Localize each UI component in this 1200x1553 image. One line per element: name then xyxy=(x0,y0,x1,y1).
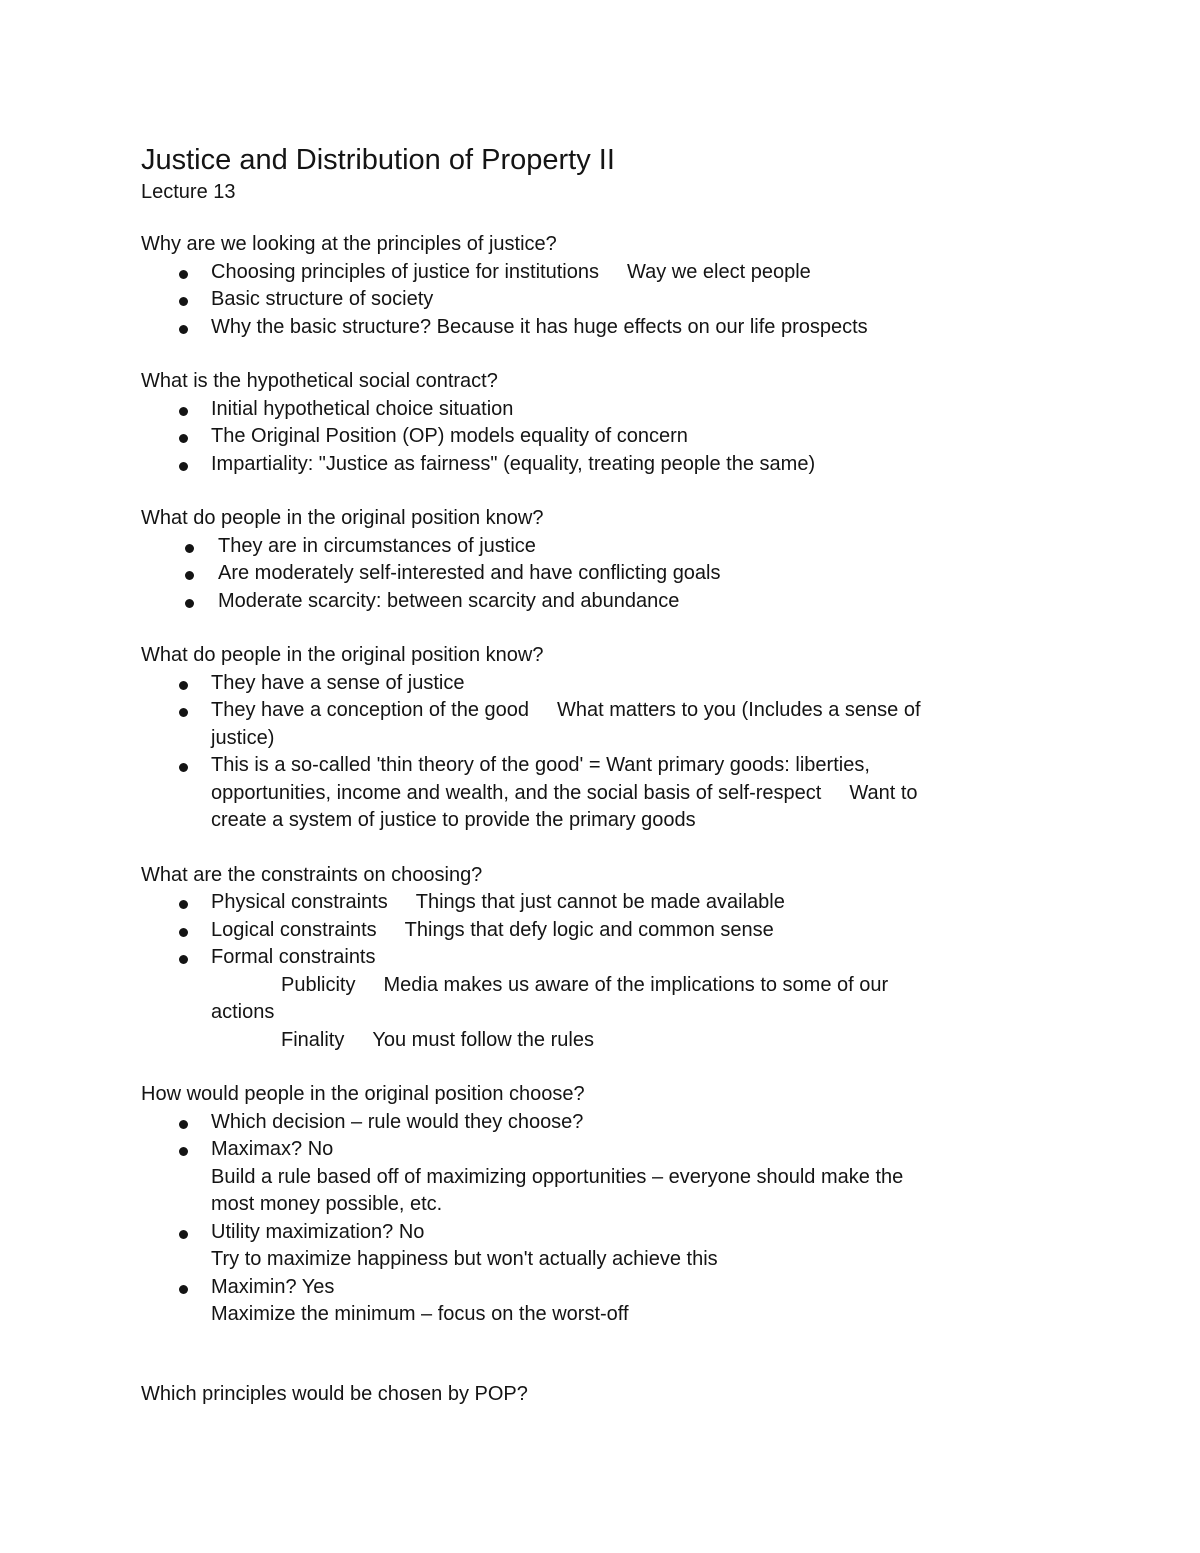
list-item: Initial hypothetical choice situation xyxy=(141,396,1081,424)
list-item: This is a so-called 'thin theory of the good' = Want primary goods: liberties, opportunities, income and wealth, and the social basis of self-respect Want to create a system of justice to provide the primary goods xyxy=(141,752,1081,835)
document-page xyxy=(141,140,1081,1408)
bullet-list xyxy=(141,1109,1081,1329)
bullet-icon xyxy=(179,763,188,772)
bullet-icon xyxy=(185,599,194,608)
page-subtitle: Lecture 13 xyxy=(141,181,236,203)
section-original-position-know-1 xyxy=(141,505,1081,615)
page-title: Justice and Distribution of Property II xyxy=(141,144,615,176)
section-principles-pop xyxy=(141,1381,1081,1409)
bullet-icon xyxy=(179,681,188,690)
bullet-icon xyxy=(179,1285,188,1294)
bullet-icon xyxy=(185,571,194,580)
list-item: Choosing principles of justice for institutions Way we elect people xyxy=(141,259,1081,287)
bullet-icon xyxy=(179,955,188,964)
section-question: Which principles would be chosen by POP? xyxy=(141,1382,528,1405)
bullet-icon xyxy=(179,900,188,909)
section-question: What do people in the original position know? xyxy=(141,507,544,529)
bullet-list xyxy=(141,889,1081,1054)
bullet-icon xyxy=(179,325,188,334)
list-item: Are moderately self-interested and have conflicting goals xyxy=(141,560,1081,588)
section-question: What are the constraints on choosing? xyxy=(141,863,483,886)
bullet-icon xyxy=(179,462,188,471)
list-item: Maximin? Yes Maximize the minimum – focus on the worst-off xyxy=(141,1274,1081,1329)
list-item: Why the basic structure? Because it has huge effects on our life prospects xyxy=(141,314,1081,342)
bullet-icon xyxy=(179,1147,188,1156)
bullet-icon xyxy=(179,1230,188,1239)
list-item: Moderate scarcity: between scarcity and abundance xyxy=(141,588,1081,616)
list-item: Physical constraints Things that just cannot be made available xyxy=(141,889,1081,917)
list-item: They have a sense of justice xyxy=(141,670,1081,698)
section-constraints xyxy=(141,862,1081,1055)
bullet-list xyxy=(141,259,1081,342)
bullet-list xyxy=(141,533,1081,616)
list-item: The Original Position (OP) models equality of concern xyxy=(141,423,1081,451)
bullet-icon xyxy=(185,544,194,553)
section-question: What do people in the original position know? xyxy=(141,644,544,666)
section-why-principles xyxy=(141,231,1081,341)
list-item: They have a conception of the good What matters to you (Includes a sense of justice) xyxy=(141,697,1081,752)
list-item: Formal constraints Publicity Media makes us aware of the implications to some of our actions Finality You must follow the rules xyxy=(141,944,1081,1054)
section-social-contract xyxy=(141,368,1081,478)
bullet-icon xyxy=(179,407,188,416)
bullet-icon xyxy=(179,297,188,306)
list-item: Maximax? No Build a rule based off of maximizing opportunities – everyone should make the most money possible, etc. xyxy=(141,1136,1081,1219)
list-item: Impartiality: "Justice as fairness" (equality, treating people the same) xyxy=(141,451,1081,479)
list-item: Basic structure of society xyxy=(141,286,1081,314)
bullet-icon xyxy=(179,1120,188,1129)
bullet-list xyxy=(141,670,1081,835)
list-item: Which decision – rule would they choose? xyxy=(141,1109,1081,1137)
section-question: What is the hypothetical social contract? xyxy=(141,370,498,392)
section-how-choose xyxy=(141,1081,1081,1329)
bullet-list xyxy=(141,396,1081,479)
list-item: They are in circumstances of justice xyxy=(141,533,1081,561)
section-question: How would people in the original position choose? xyxy=(141,1083,585,1105)
section-original-position-know-2 xyxy=(141,642,1081,835)
bullet-icon xyxy=(179,434,188,443)
bullet-icon xyxy=(179,270,188,279)
bullet-icon xyxy=(179,708,188,717)
bullet-icon xyxy=(179,928,188,937)
list-item: Logical constraints Things that defy logic and common sense xyxy=(141,917,1081,945)
list-item: Utility maximization? No Try to maximize happiness but won't actually achieve this xyxy=(141,1219,1081,1274)
section-question: Why are we looking at the principles of justice? xyxy=(141,233,557,255)
